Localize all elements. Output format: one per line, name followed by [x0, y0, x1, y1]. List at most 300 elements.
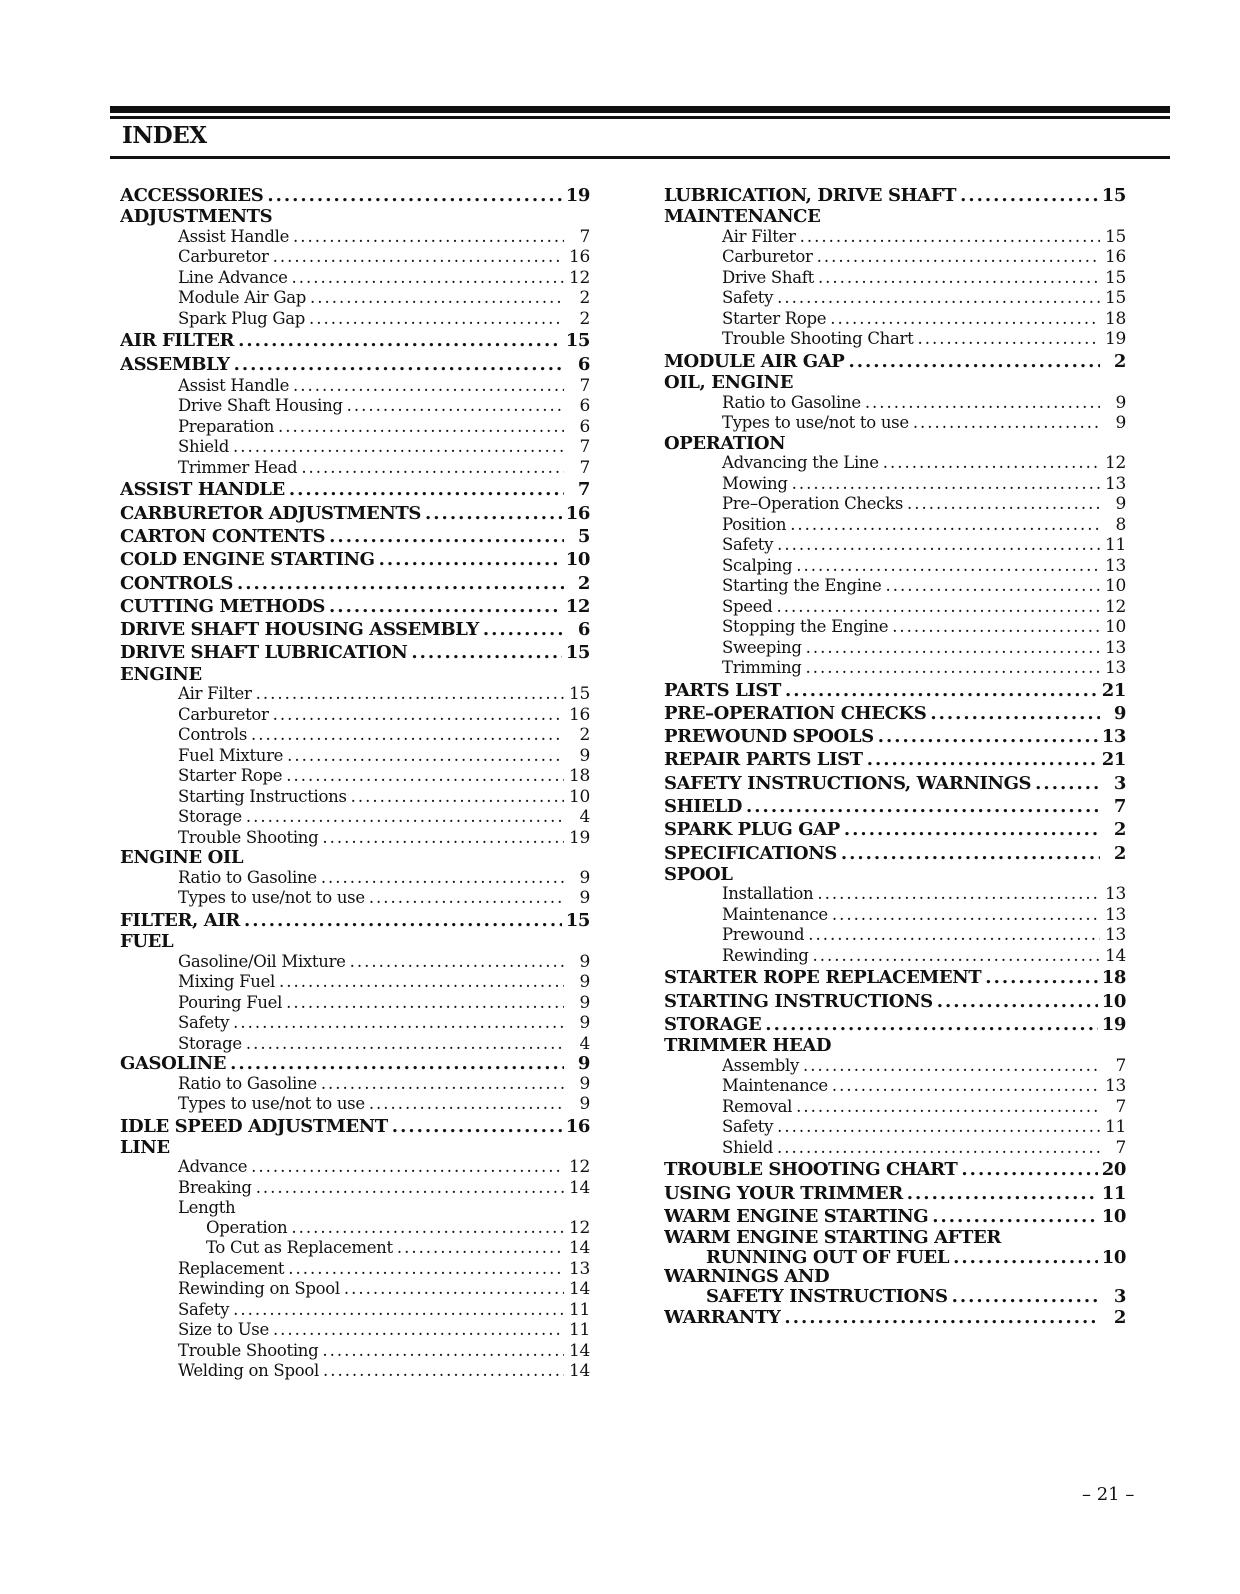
index-entry-page: 18	[1104, 308, 1126, 329]
index-entry	[120, 618, 590, 641]
index-entry-label: WARM ENGINE STARTING AFTER	[664, 1228, 1001, 1248]
index-entry	[120, 684, 590, 705]
index-entry-page: 7	[579, 457, 590, 478]
index-entry	[664, 373, 1126, 393]
index-entry-label: Types to use/not to use	[178, 888, 365, 908]
dot-leader	[246, 1034, 564, 1054]
index-entry-label: Position	[722, 514, 787, 534]
index-entry	[120, 766, 590, 787]
dot-leader	[803, 1056, 1100, 1076]
index-entry	[120, 1218, 590, 1239]
index-entry	[664, 1158, 1126, 1181]
index-entry-label: MAINTENANCE	[664, 207, 821, 227]
index-entry	[120, 396, 590, 417]
index-entry	[120, 437, 590, 458]
dot-leader	[832, 1076, 1100, 1096]
index-entry	[120, 353, 590, 376]
index-entry-page: 2	[579, 288, 590, 309]
index-entry	[120, 787, 590, 808]
index-entry	[120, 1178, 590, 1199]
dot-leader	[293, 227, 564, 247]
dot-leader	[301, 458, 564, 478]
index-entry-page: 16	[568, 247, 590, 268]
dot-leader	[817, 884, 1100, 904]
index-entry-page: 16	[565, 1115, 590, 1137]
index-entry	[664, 1013, 1126, 1036]
index-entry-page: 15	[1104, 226, 1126, 247]
index-entry-page: 14	[568, 1340, 590, 1361]
dot-leader	[913, 413, 1100, 433]
index-entry-label: Replacement	[178, 1258, 285, 1278]
dot-leader	[287, 746, 564, 766]
index-entry-label: Maintenance	[722, 904, 828, 924]
index-entry-page: 10	[1101, 990, 1126, 1012]
index-entry	[664, 576, 1126, 597]
index-entry	[120, 1115, 590, 1138]
index-entry	[664, 1182, 1126, 1205]
index-entry-page: 6	[577, 353, 590, 375]
index-entry-label: CARTON CONTENTS	[120, 525, 326, 547]
index-entry-page: 9	[579, 1073, 590, 1094]
dot-leader	[952, 1287, 1100, 1307]
index-entry	[664, 1205, 1126, 1228]
index-entry-label: Carburetor	[178, 704, 269, 724]
dot-leader	[790, 515, 1100, 535]
index-entry-label: ENGINE OIL	[120, 848, 244, 868]
index-entry-page: 7	[1115, 1055, 1126, 1076]
index-entry-label: Module Air Gap	[178, 288, 307, 308]
dot-leader	[960, 184, 1098, 207]
index-entry-label: Safety	[178, 1013, 230, 1033]
dot-leader	[883, 453, 1100, 473]
index-entry	[120, 417, 590, 438]
dot-leader	[289, 478, 564, 501]
index-entry	[664, 679, 1126, 702]
dot-leader	[291, 1218, 564, 1238]
index-entry-label: Trouble Shooting	[178, 827, 319, 847]
index-entry	[120, 207, 590, 227]
index-entry	[664, 597, 1126, 618]
index-entry-page: 13	[1104, 473, 1126, 494]
index-entry-page: 16	[1104, 247, 1126, 268]
index-entry-label: IDLE SPEED ADJUSTMENT	[120, 1115, 388, 1137]
dot-leader	[777, 535, 1100, 555]
index-entry-label: Trouble Shooting	[178, 1340, 319, 1360]
index-entry-label: COLD ENGINE STARTING	[120, 549, 375, 571]
dot-leader	[288, 1259, 564, 1279]
index-entry-page: 10	[565, 549, 590, 571]
index-entry-page: 2	[579, 308, 590, 329]
index-entry-label: Types to use/not to use	[178, 1094, 365, 1114]
index-entry-label: WARRANTY	[664, 1307, 781, 1329]
dot-leader	[286, 993, 564, 1013]
index-entry	[664, 658, 1126, 679]
index-entry-label: WARNINGS AND	[664, 1267, 830, 1287]
index-entry-label: Air Filter	[722, 226, 796, 246]
index-entry	[120, 1238, 590, 1259]
index-entry-page: 11	[568, 1320, 590, 1341]
index-entry-label: DRIVE SHAFT HOUSING ASSEMBLY	[120, 619, 479, 641]
index-entry	[120, 909, 590, 932]
index-entry-label: Shield	[722, 1137, 774, 1157]
index-entry-label: Safety	[178, 1299, 230, 1319]
index-entry-label: SAFETY INSTRUCTIONS	[706, 1286, 948, 1307]
index-entry	[120, 932, 590, 952]
index-entry	[120, 458, 590, 479]
index-entry	[120, 478, 590, 501]
index-entry	[664, 227, 1126, 248]
dot-leader	[392, 1115, 562, 1138]
index-entry	[120, 993, 590, 1014]
dot-leader	[369, 888, 564, 908]
index-entry-page: 12	[568, 1157, 590, 1178]
dot-leader	[817, 247, 1100, 267]
index-entry	[664, 966, 1126, 989]
dot-leader	[322, 828, 564, 848]
index-entry	[120, 268, 590, 289]
dot-leader	[806, 638, 1100, 658]
index-entry-label: Carburetor	[722, 247, 813, 267]
index-entry-label: Operation	[206, 1217, 288, 1237]
index-entry	[120, 184, 590, 207]
header-rule-thin	[110, 116, 1170, 119]
index-entry-page: 20	[1101, 1159, 1126, 1181]
dot-leader	[765, 1013, 1097, 1036]
dot-leader	[273, 705, 564, 725]
index-entry-page: 12	[568, 267, 590, 288]
index-entry-page: 9	[579, 972, 590, 993]
index-entry	[120, 641, 590, 664]
index-entry	[120, 572, 590, 595]
index-entry-page: 9	[1115, 413, 1126, 434]
dot-leader	[844, 818, 1100, 841]
index-entry-label: Trouble Shooting Chart	[722, 329, 914, 349]
index-entry-page: 12	[1104, 596, 1126, 617]
index-entry	[120, 1300, 590, 1321]
index-entry-label: Installation	[722, 884, 814, 904]
index-entry-page: 6	[577, 619, 590, 641]
index-entry	[664, 494, 1126, 515]
index-entry-page: 7	[1113, 796, 1126, 818]
index-entry-label: Welding on Spool	[178, 1361, 319, 1381]
index-entry-page: 14	[568, 1279, 590, 1300]
index-entry	[120, 888, 590, 909]
index-entry-page: 15	[565, 642, 590, 664]
index-entry-page: 13	[568, 1258, 590, 1279]
index-entry	[120, 848, 590, 868]
index-entry-label: Gasoline/Oil Mixture	[178, 951, 346, 971]
dot-leader	[246, 807, 564, 827]
index-entry-label: Rewinding	[722, 945, 809, 965]
index-entry	[120, 1138, 590, 1158]
dot-leader	[907, 494, 1100, 514]
index-entry	[120, 828, 590, 849]
index-entry	[664, 1076, 1126, 1097]
index-entry-label: PARTS LIST	[664, 679, 781, 701]
index-entry	[664, 1248, 1126, 1268]
index-entry-label: Size to Use	[178, 1320, 269, 1340]
index-entry	[120, 1054, 590, 1074]
dot-leader	[985, 966, 1097, 989]
header-rule-thick	[110, 106, 1170, 113]
index-entry-page: 18	[568, 766, 590, 787]
dot-leader	[273, 247, 564, 267]
dot-leader	[784, 1306, 1100, 1329]
index-entry-page: 19	[1104, 329, 1126, 350]
index-entry-page: 13	[1104, 904, 1126, 925]
index-entry-page: 9	[1115, 392, 1126, 413]
index-entry	[664, 1036, 1126, 1056]
dot-leader	[397, 1238, 564, 1258]
dot-leader	[347, 396, 564, 416]
index-entry-label: ACCESSORIES	[120, 185, 264, 206]
index-entry-page: 9	[1115, 494, 1126, 515]
dot-leader	[244, 909, 562, 932]
dot-leader	[830, 309, 1100, 329]
index-entry	[120, 1198, 590, 1218]
index-entry-page: 16	[568, 704, 590, 725]
index-entry-page: 19	[568, 827, 590, 848]
index-entry-page: 9	[1113, 702, 1126, 724]
index-entry-page: 7	[577, 479, 590, 501]
index-entry	[664, 772, 1126, 795]
index-entry	[664, 725, 1126, 748]
index-entry	[120, 376, 590, 397]
index-entry-page: 14	[568, 1238, 590, 1259]
index-entry	[664, 905, 1126, 926]
dot-leader	[917, 329, 1100, 349]
index-entry-label: Drive Shaft Housing	[178, 396, 343, 416]
index-entry-label: Line Advance	[178, 267, 288, 287]
index-entry-label: Sweeping	[722, 637, 802, 657]
index-entry	[664, 1228, 1126, 1248]
index-entry-page: 15	[1104, 288, 1126, 309]
index-entry	[120, 1074, 590, 1095]
dot-leader	[885, 576, 1100, 596]
index-entry-label: Preparation	[178, 416, 275, 436]
index-entry-page: 9	[579, 992, 590, 1013]
index-entry-label: Stopping the Engine	[722, 617, 889, 637]
index-entry	[664, 702, 1126, 725]
index-entry-label: TROUBLE SHOOTING CHART	[664, 1159, 958, 1181]
dot-leader	[806, 658, 1100, 678]
index-entry-page: 18	[1101, 967, 1126, 989]
index-entry-label: Rewinding on Spool	[178, 1279, 340, 1299]
dot-leader	[251, 725, 564, 745]
dot-leader	[746, 795, 1100, 818]
index-entry-page: 15	[1101, 185, 1126, 206]
dot-leader	[230, 1054, 564, 1074]
index-entry-label: Types to use/not to use	[722, 413, 909, 433]
index-entry-page: 21	[1101, 679, 1126, 701]
index-entry-label: Storage	[178, 807, 242, 827]
index-entry-label: STORAGE	[664, 1014, 762, 1036]
page-title: INDEX	[122, 122, 207, 149]
index-entry-page: 7	[579, 375, 590, 396]
dot-leader	[233, 1013, 564, 1033]
dot-leader	[351, 787, 564, 807]
index-entry-label: STARTER ROPE REPLACEMENT	[664, 967, 982, 989]
index-entry-page: 2	[1113, 350, 1126, 372]
index-entry	[120, 665, 590, 685]
index-entry	[120, 705, 590, 726]
index-entry-page: 13	[1104, 884, 1126, 905]
dot-leader	[256, 1178, 564, 1198]
index-entry-label: Safety	[722, 1117, 774, 1137]
dot-leader	[425, 502, 562, 525]
dot-leader	[818, 268, 1100, 288]
index-entry-label: To Cut as Replacement	[206, 1238, 393, 1258]
index-entry-label: Scalping	[722, 555, 793, 575]
index-entry-page: 9	[579, 1094, 590, 1115]
index-entry	[664, 884, 1126, 905]
index-entry-label: Mowing	[722, 473, 788, 493]
index-entry	[664, 268, 1126, 289]
dot-leader	[238, 329, 562, 352]
dot-leader	[796, 556, 1100, 576]
index-entry-label: Shield	[178, 437, 230, 457]
index-entry-page: 9	[577, 1054, 590, 1074]
index-entry-label: Removal	[722, 1096, 793, 1116]
index-entry-page: 14	[568, 1177, 590, 1198]
dot-leader	[792, 474, 1100, 494]
dot-leader	[961, 1158, 1097, 1181]
index-entry-page: 3	[1113, 1286, 1126, 1307]
dot-leader	[267, 184, 561, 207]
index-entry	[120, 1361, 590, 1382]
index-entry-page: 10	[1101, 1247, 1126, 1268]
dot-leader	[483, 618, 564, 641]
index-entry	[664, 795, 1126, 818]
index-entry-label: USING YOUR TRIMMER	[664, 1182, 903, 1204]
dot-leader	[865, 393, 1100, 413]
dot-leader	[878, 725, 1098, 748]
index-entry	[664, 865, 1126, 885]
dot-leader	[932, 1205, 1098, 1228]
dot-leader	[796, 1097, 1100, 1117]
index-entry-label: SPARK PLUG GAP	[664, 819, 840, 841]
index-entry-label: ADJUSTMENTS	[120, 207, 273, 227]
dot-leader	[256, 684, 564, 704]
index-entry	[664, 617, 1126, 638]
index-entry-page: 3	[1113, 772, 1126, 794]
index-entry-label: SPOOL	[664, 864, 733, 885]
dot-leader	[329, 525, 564, 548]
index-entry-page: 2	[1113, 819, 1126, 841]
index-entry	[664, 990, 1126, 1013]
index-entry-page: 2	[1113, 842, 1126, 864]
index-entry-label: Storage	[178, 1033, 242, 1053]
dot-leader	[379, 548, 562, 571]
index-entry-label: Mixing Fuel	[178, 972, 276, 992]
index-entry-page: 12	[1104, 453, 1126, 474]
index-entry	[120, 595, 590, 618]
dot-leader	[322, 1341, 564, 1361]
index-entry-page: 8	[1115, 514, 1126, 535]
dot-leader	[1035, 772, 1100, 795]
index-entry-label: DRIVE SHAFT LUBRICATION	[120, 642, 408, 664]
index-entry-label: Ratio to Gasoline	[178, 1073, 317, 1093]
dot-leader	[937, 990, 1098, 1013]
index-entry	[664, 842, 1126, 865]
dot-leader	[273, 1320, 564, 1340]
index-entry	[664, 413, 1126, 434]
index-entry-page: 10	[568, 786, 590, 807]
index-entry	[664, 946, 1126, 967]
index-entry	[664, 515, 1126, 536]
index-entry-page: 9	[579, 888, 590, 909]
index-entry	[120, 972, 590, 993]
index-entry-page: 9	[579, 951, 590, 972]
index-column-right	[664, 184, 1126, 1330]
index-entry	[664, 1138, 1126, 1159]
index-entry	[664, 184, 1126, 207]
dot-leader	[309, 309, 564, 329]
index-entry	[664, 453, 1126, 474]
index-entry-label: Length	[178, 1198, 236, 1218]
index-entry-label: Maintenance	[722, 1076, 828, 1096]
index-entry	[664, 350, 1126, 373]
index-entry	[120, 247, 590, 268]
dot-leader	[279, 972, 564, 992]
dot-leader	[234, 353, 564, 376]
dot-leader	[892, 617, 1100, 637]
dot-leader	[310, 288, 564, 308]
index-entry-page: 13	[1104, 555, 1126, 576]
index-entry-label: PRE–OPERATION CHECKS	[664, 702, 927, 724]
index-entry-page: 2	[1113, 1307, 1126, 1329]
index-entry-label: Starter Rope	[722, 308, 827, 328]
dot-leader	[411, 641, 561, 664]
index-entry-label: Trimmer Head	[178, 457, 298, 477]
index-entry-page: 14	[1104, 945, 1126, 966]
index-entry	[664, 1267, 1126, 1287]
dot-leader	[369, 1094, 564, 1114]
index-entry-label: Spark Plug Gap	[178, 308, 306, 328]
index-entry	[664, 1117, 1126, 1138]
dot-leader	[293, 376, 564, 396]
dot-leader	[777, 1138, 1100, 1158]
index-entry	[664, 247, 1126, 268]
dot-leader	[776, 597, 1100, 617]
index-entry	[120, 952, 590, 973]
index-entry-label: LUBRICATION, DRIVE SHAFT	[664, 185, 957, 206]
index-entry-page: 6	[579, 396, 590, 417]
index-entry-label: Assist Handle	[178, 375, 290, 395]
dot-leader	[251, 1157, 564, 1177]
index-entry-label: Advance	[178, 1157, 248, 1177]
index-entry-label: AIR FILTER	[120, 330, 235, 352]
index-entry	[664, 818, 1126, 841]
index-entry-page: 7	[1115, 1096, 1126, 1117]
index-entry-page: 12	[568, 1217, 590, 1238]
index-entry-page: 11	[1101, 1182, 1126, 1204]
index-entry-page: 13	[1101, 726, 1126, 748]
index-entry	[664, 1306, 1126, 1329]
index-entry-page: 10	[1101, 1205, 1126, 1227]
dot-leader	[813, 946, 1100, 966]
index-entry-page: 12	[565, 595, 590, 617]
index-entry-page: 2	[577, 572, 590, 594]
dot-leader	[233, 437, 564, 457]
dot-leader	[329, 595, 562, 618]
index-entry	[664, 1056, 1126, 1077]
index-entry-label: OPERATION	[664, 433, 786, 454]
index-entry-page: 9	[579, 745, 590, 766]
index-entry	[664, 207, 1126, 227]
index-entry-label: GASOLINE	[120, 1054, 227, 1074]
dot-leader	[344, 1279, 564, 1299]
